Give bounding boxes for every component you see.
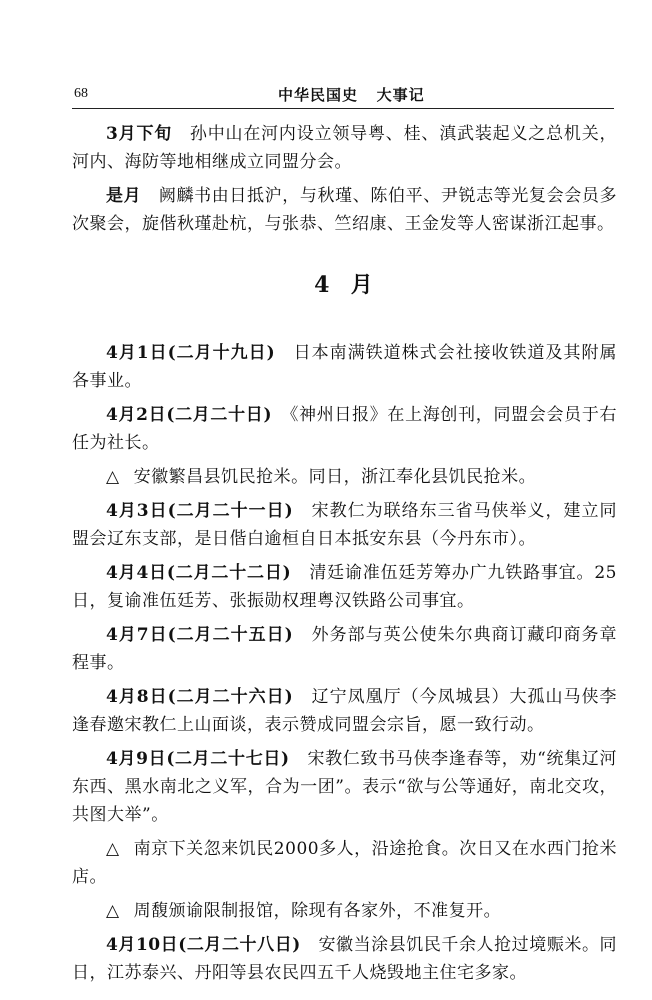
- entry-text: 《神州日报》在上海创刊，同盟会会员于右任为社长。: [72, 405, 618, 453]
- chronicle-entry: [72, 401, 617, 457]
- entry-text: 外务部与英公使朱尔典商订藏印商务章程事。: [72, 625, 618, 673]
- entry-text: 宋教仁致书马侠李逢春等，劝“统集辽河东西、黑水南北之义军，合为一团”。表示“欲与公等通好，南北交攻，共图大举”。: [72, 749, 618, 825]
- entry-text: 安徽繁昌县饥民抢米。同日，浙江奉化县饥民抢米。: [133, 467, 537, 487]
- entry-text: 清廷谕准伍廷芳筹办广九铁路事宜。25日，复谕准伍廷芳、张振勋权理粤汉铁路公司事宜。: [72, 563, 618, 611]
- entry-text: 周馥颁谕限制报馆，除现有各家外，不准复开。: [133, 901, 502, 921]
- entries-april: [72, 339, 617, 987]
- chronicle-entry: [72, 897, 617, 925]
- book-title: 中华民国史 大事记: [278, 86, 425, 104]
- page-header: [72, 82, 614, 109]
- entry-date: 4月10日(二月二十八日): [106, 935, 301, 955]
- entry-date: 4月3日(二月二十一日): [106, 501, 294, 521]
- chronicle-entry: [72, 120, 617, 176]
- entry-date: 是月: [106, 186, 142, 206]
- chronicle-entry: [72, 559, 617, 615]
- month-heading: 4 月: [314, 272, 375, 298]
- entry-text: 日本南满铁道株式会社接收铁道及其附属各事业。: [72, 343, 618, 391]
- page-body: [72, 120, 617, 993]
- page-number: 68: [74, 86, 88, 101]
- chronicle-entry: [72, 745, 617, 829]
- entry-date: 4月2日(二月二十日): [106, 405, 272, 425]
- chronicle-entry: [72, 339, 617, 395]
- entries-march: [72, 120, 617, 238]
- chronicle-entry: [72, 182, 617, 238]
- entry-text: 宋教仁为联络东三省马侠举义，建立同盟会辽东支部，是日偕白逾桓自日本抵安东县（今丹东市）。: [72, 501, 618, 549]
- triangle-marker: △: [106, 901, 120, 921]
- entry-date: 4月4日(二月二十二日): [106, 563, 292, 583]
- entry-text: 孙中山在河内设立领导粤、桂、滇武装起义之总机关，河内、海防等地相继成立同盟分会。: [72, 124, 618, 172]
- entry-date: 4月8日(二月二十六日): [106, 687, 294, 707]
- chronicle-entry: [72, 931, 617, 987]
- entry-date: 3月下旬: [106, 124, 173, 144]
- entry-date: 4月9日(二月二十七日): [106, 749, 290, 769]
- triangle-marker: △: [106, 839, 120, 859]
- entry-text: 安徽当涂县饥民千余人抢过境赈米。同日，江苏泰兴、丹阳等县农民四五千人烧毁地主住宅多家。: [72, 935, 618, 983]
- chronicle-entry: [72, 683, 617, 739]
- entry-date: 4月7日(二月二十五日): [106, 625, 294, 645]
- triangle-marker: △: [106, 467, 120, 487]
- chronicle-entry: [72, 835, 617, 891]
- chronicle-entry: [72, 621, 617, 677]
- entry-text: 辽宁凤凰厅（今凤城县）大孤山马侠李逢春邀宋教仁上山面谈，表示赞成同盟会宗旨，愿一致行动。: [72, 687, 618, 735]
- entry-date: 4月1日(二月十九日): [106, 343, 276, 363]
- chronicle-entry: [72, 463, 617, 491]
- entry-text: 阙麟书由日抵沪，与秋瑾、陈伯平、尹锐志等光复会会员多次聚会，旋偕秋瑾赴杭，与张恭、竺绍康、王金发等人密谋浙江起事。: [72, 186, 617, 234]
- entry-text: 南京下关忽来饥民2000多人，沿途抢食。次日又在水西门抢米店。: [72, 839, 618, 887]
- chronicle-entry: [72, 497, 617, 553]
